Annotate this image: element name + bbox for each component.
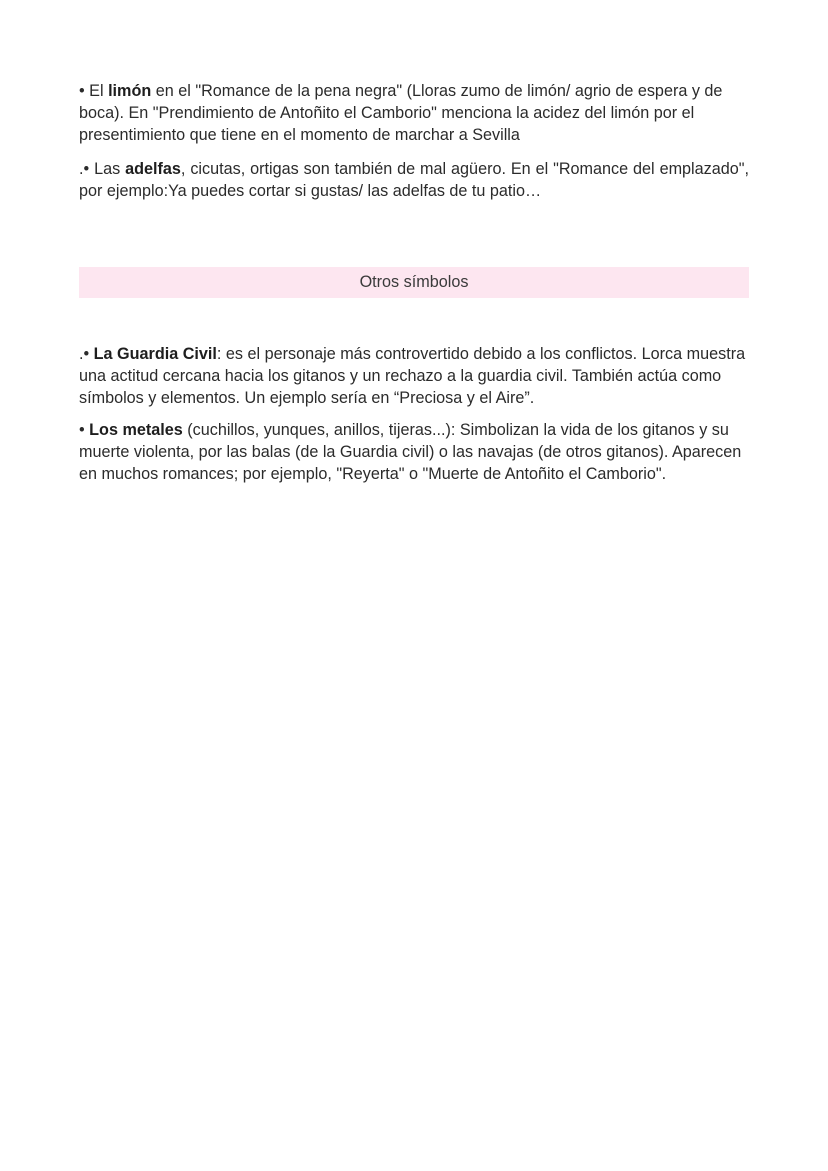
paragraph-text: , cicutas, ortigas son también de mal agüero. En el "Romance del emplazado", por ejemplo:Ya puedes cortar si gustas/ las adelfas de tu patio… [79, 160, 749, 200]
bold-term: adelfas [125, 160, 181, 178]
bold-term: Los metales [89, 421, 183, 439]
paragraph-guardia-civil [79, 343, 749, 409]
section-heading: Otros símbolos [79, 267, 749, 298]
paragraph-metales [79, 419, 749, 485]
paragraph-text: en el "Romance de la pena negra" (Lloras zumo de limón/ agrio de espera y de boca). En "Prendimiento de Antoñito el Camborio" menciona la acidez del limón por el presentimiento que tiene en el momento de marchar a Sevilla [79, 82, 723, 144]
paragraph-adelfas [79, 158, 749, 202]
paragraph-text: : es el personaje más controvertido debido a los conflictos. Lorca muestra una actitud cercana hacia los gitanos y un rechazo a la guardia civil. También actúa como símbolos y elementos. Un ejemplo sería en “Preciosa y el Aire”. [79, 345, 746, 407]
bullet-prefix: • [79, 421, 90, 439]
bullet-prefix: • El [79, 82, 109, 100]
bullet-prefix: .• [79, 345, 94, 363]
paragraph-text: (cuchillos, yunques, anillos, tijeras...): Simbolizan la vida de los gitanos y su muerte violenta, por las balas (de la Guardia civil) o las navajas (de otros gitanos). Aparecen en muchos romances; por ejemplo, "Reyerta" o "Muerte de Antoñito el Camborio". [79, 421, 742, 483]
bold-term: La Guardia Civil [93, 345, 217, 363]
bold-term: limón [108, 82, 152, 100]
bullet-prefix: .• Las [79, 160, 126, 178]
paragraph-limon [79, 80, 749, 146]
